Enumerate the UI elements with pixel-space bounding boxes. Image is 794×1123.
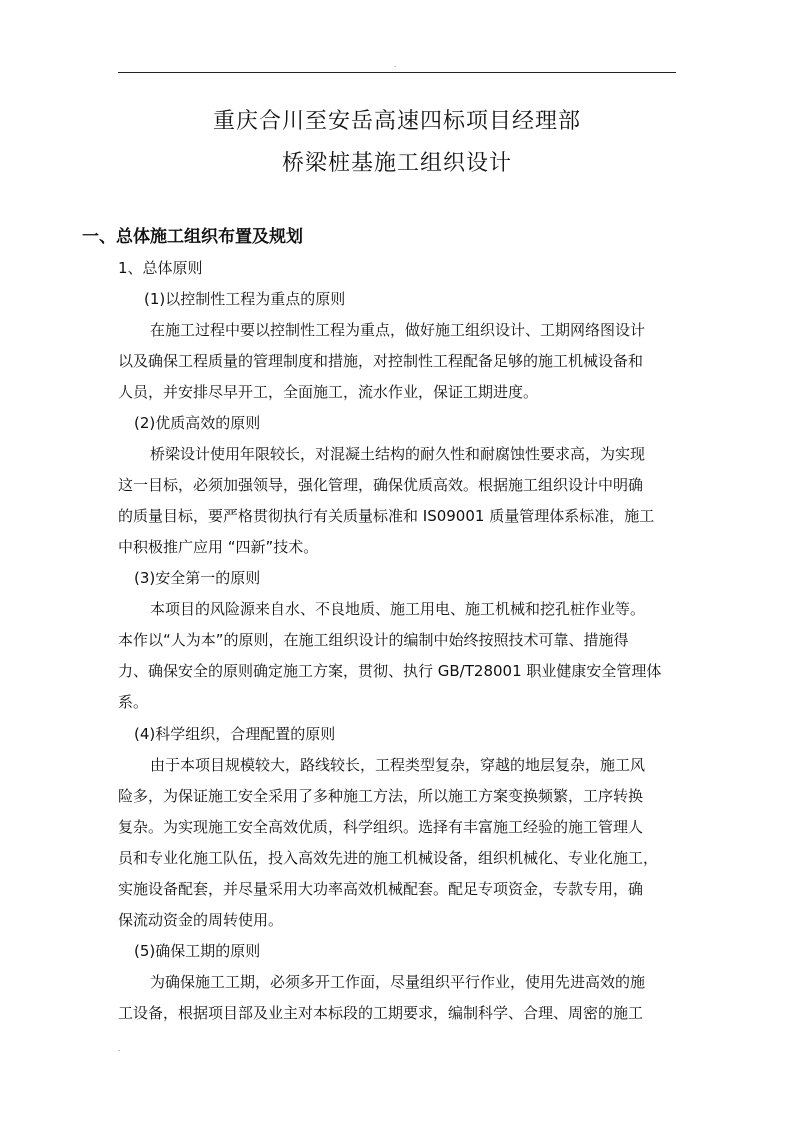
paragraph-line: 中积极推广应用 “四新”技术。 bbox=[118, 538, 319, 556]
principle-title: (5)确保工期的原则 bbox=[134, 942, 261, 960]
principle-title: (3)安全第一的原则 bbox=[134, 569, 261, 587]
paragraph-line: 复杂。为实现施工安全高效优质，科学组织。选择有丰富施工经验的施工管理人 bbox=[118, 818, 644, 836]
paragraph-line: 本项目的风险源来自水、不良地质、施工用电、施工机械和挖孔桩作业等。 bbox=[150, 600, 646, 618]
header-mark: . bbox=[394, 60, 397, 69]
principle-title: (2)优质高效的原则 bbox=[134, 414, 261, 432]
paragraph-line: 本作以“人为本”的原则，在施工组织设计的编制中始终按照技术可靠、措施得 bbox=[118, 631, 629, 649]
paragraph-line: 这一目标，必须加强领导，强化管理，确保优质高效。根据施工组织设计中明确 bbox=[118, 476, 644, 494]
paragraph-line: 的质量目标，要严格贯彻执行有关质量标准和 IS09001 质量管理体系标准，施工 bbox=[118, 507, 655, 525]
paragraph-line: 保流动资金的周转使用。 bbox=[118, 911, 284, 929]
subheading: 1、总体原则 bbox=[118, 259, 203, 277]
paragraph-line: 人员，并安排尽早开工，全面施工，流水作业，保证工期进度。 bbox=[118, 383, 539, 401]
paragraph-line: 实施设备配套，并尽量采用大功率高效机械配套。配足专项资金，专款专用，确 bbox=[118, 880, 644, 898]
paragraph-line: 由于本项目规模较大，路线较长，工程类型复杂，穿越的地层复杂，施工风 bbox=[150, 756, 646, 774]
principle-title: (4)科学组织，合理配置的原则 bbox=[134, 725, 336, 743]
principle-title: (1)以控制性工程为重点的原则 bbox=[144, 290, 346, 308]
footer-mark: . bbox=[118, 1044, 121, 1053]
paragraph-line: 力、确保安全的原则确定施工方案，贯彻、执行 GB/T28001 职业健康安全管理体 bbox=[118, 662, 662, 680]
paragraph-line: 以及确保工程质量的管理制度和措施，对控制性工程配备足够的施工机械设备和 bbox=[118, 352, 644, 370]
paragraph-line: 险多，为保证施工安全采用了多种施工方法，所以施工方案变换频繁，工序转换 bbox=[118, 787, 644, 805]
paragraph-line: 为确保施工工期，必须多开工作面，尽量组织平行作业，使用先进高效的施 bbox=[150, 973, 646, 991]
section-heading: 一、总体施工组织布置及规划 bbox=[82, 227, 303, 247]
document-title-line2: 桥梁桩基施工组织设计 bbox=[281, 151, 512, 176]
document-title-line1: 重庆合川至安岳高速四标项目经理部 bbox=[212, 109, 581, 134]
paragraph-line: 员和专业化施工队伍，投入高效先进的施工机械设备，组织机械化、专业化施工， bbox=[118, 849, 659, 867]
paragraph-line: 在施工过程中要以控制性工程为重点，做好施工组织设计、工期网络图设计 bbox=[150, 321, 646, 339]
paragraph-line: 系。 bbox=[118, 693, 149, 711]
header-rule bbox=[118, 72, 676, 73]
paragraph-line: 工设备，根据项目部及业主对本标段的工期要求，编制科学、合理、周密的施工 bbox=[118, 1004, 644, 1022]
paragraph-line: 桥梁设计使用年限较长，对混凝土结构的耐久性和耐腐蚀性要求高，为实现 bbox=[150, 445, 646, 463]
